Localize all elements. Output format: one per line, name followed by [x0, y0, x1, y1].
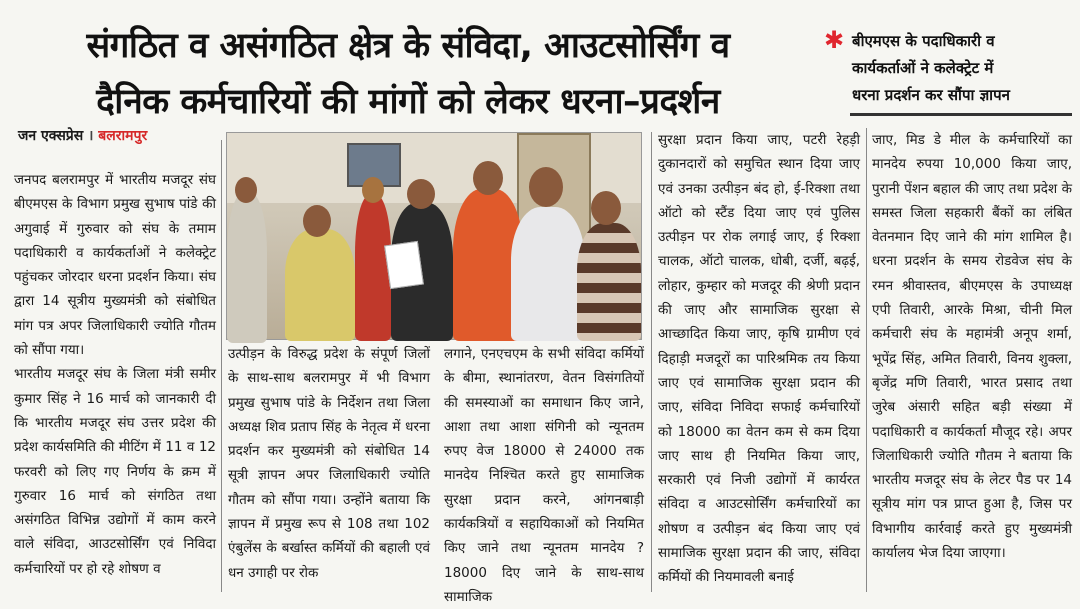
photo-head — [591, 191, 621, 225]
column-divider — [651, 132, 652, 592]
article-column-1 — [14, 168, 216, 592]
asterisk-icon: ✱ — [824, 26, 845, 54]
column-1-paragraph-2: भारतीय मजदूर संघ के जिला मंत्री समीर कुमार सिंह ने 16 मार्च को जानकारी दी कि भारतीय मजदूर संघ उत्तर प्रदेश की प्रदेश कार्यसमिति की मीटिंग में 11 व 12 फरवरी को लिए गए निर्णय के क्रम में गुरुवार 16 मार्च को संगठित तथा असंगठित विभिन्न उद्योगों में काम करने वाले संविदा, आउटसोर्सिंग एवं निविदा कर्मचारियों पर हो रहे शोषण व — [14, 366, 216, 577]
photo-person — [227, 193, 267, 343]
photo-person — [285, 229, 355, 341]
photo-head — [362, 177, 384, 203]
column-4-paragraph: सुरक्षा प्रदान किया जाए, पटरी रेहड़ी दुकानदारों को समुचित स्थान दिया जाए एवं उनका उत्पीड़न बंद हो, ई-रिक्शा तथा ऑटो को स्टैंड दिया जाए एवं पुलिस उत्पीड़न पर रोक लगाई जाए, ई रिक्शा चालक, ऑटो चालक, धोबी, दर्जी, बढ़ई, लोहार, कुम्हार को मजदूर की श्रेणी प्रदान की जाए और सामाजिक सुरक्षा से आच्छादित किया जाए, कृषि ग्रामीण एवं दिहाड़ी मजदूरों का पारिश्रमिक तय किया जाए एवं सामाजिक सुरक्षा प्रदान की जाए, संविदा निविदा सफाई कर्मचारियों को 18000 का वेतन कम से कम दिया जाए साथ ही नियमित किया जाए, सरकारी एवं निजी उद्योगों में कार्यरत संविदा व आउटसोर्सिंग कर्मचारियों का शोषण व उत्पीड़न बंद किया जाए एवं सामाजिक सुरक्षा प्रदान की जाए, संविदा कर्मियों की नियमावली बनाई — [658, 132, 860, 586]
byline — [18, 126, 147, 145]
headline — [8, 18, 808, 130]
byline-place: बलरामपुर — [98, 128, 148, 144]
photo-head — [235, 177, 257, 203]
column-divider — [866, 128, 867, 592]
side-summary-box — [818, 20, 1072, 116]
photo-person — [355, 195, 391, 341]
column-3-paragraph: लगाने, एनएचएम के सभी संविदा कर्मियों के बीमा, स्थानांतरण, वेतन विसंगतियों की समस्याओं का समाधान किए जाने, आशा तथा आशा संगिनी को न्यूनतम रुपए वेज 18000 से 24000 तक मानदेय निश्चित करते हुए सामाजिक सुरक्षा प्रदान करने, आंगनबाड़ी कार्यकत्रियों व सहायिकाओं को नियमित किए जाने तथा न्यूनतम मानदेय ?18000 दिए जाने के साथ-साथ सामाजिक — [444, 346, 644, 605]
photo-head — [473, 161, 503, 195]
news-photo — [226, 132, 642, 340]
side-summary-line-1: बीएमएस के पदाधिकारी व — [852, 32, 995, 50]
photo-memorandum — [384, 241, 424, 289]
article-column-4 — [658, 128, 860, 592]
column-1-paragraph-1: जनपद बलरामपुर में भारतीय मजदूर संघ बीएमएस के विभाग प्रमुख सुभाष पांडे की अगुवाई में गुरुवार को संघ के तमाम पदाधिकारी व कार्यकर्ताओं ने कलेक्ट्रेट पहुंचकर जोरदार धरना प्रदर्शन किया। संघ द्वारा 14 सूत्रीय मुख्यमंत्री को संबोधित मांग पत्र अपर जिलाधिकारी ज्योति गौतम को सौंपा गया। — [14, 172, 216, 359]
article-column-3 — [444, 342, 644, 605]
photo-head — [407, 179, 435, 209]
article-column-5 — [872, 128, 1072, 592]
side-summary-rule — [850, 113, 1072, 116]
article-column-2 — [228, 342, 430, 592]
column-5-paragraph: जाए, मिड डे मील के कर्मचारियों का मानदेय रुपया 10,000 किया जाए, पुरानी पेंशन बहाल की जाए तथा प्रदेश के समस्त जिला सहकारी बैंकों का लंबित वेतनमान दिए जाने की मांग शामिल है। धरना प्रदर्शन के समय रोडवेज संघ के रमन श्रीवास्तव, बीएमएस के उपाध्यक्ष एपी तिवारी, आरके मिश्रा, चीनी मिल कर्मचारी संघ के महामंत्री अनूप शर्मा, भूपेंद्र सिंह, अमित तिवारी, विनय शुक्ला, बृजेंद्र मणि तिवारी, भारत प्रसाद तथा जुरेब अंसारी सहित बड़ी संख्या में पदाधिकारी व कार्यकर्ता मौजूद रहे। अपर जिलाधिकारी ज्योति गौतम ने बताया कि भारतीय मजदूर संघ के लेटर पैड पर 14 सूत्रीय मांग पत्र प्राप्त हुआ है, जिस पर विभागीय कार्रवाई करते हुए मुख्यमंत्री कार्यालय भेज दिया जाएगा। — [872, 132, 1072, 562]
photo-head — [529, 167, 563, 207]
side-summary-text — [852, 28, 1070, 109]
byline-source: जन एक्सप्रेस — [18, 128, 84, 144]
photo-head — [303, 205, 331, 237]
side-summary-line-2: कार्यकर्ताओं ने कलेक्ट्रेट में — [852, 59, 994, 77]
column-2-paragraph: उत्पीड़न के विरुद्ध प्रदेश के संपूर्ण जिलों के साथ-साथ बलरामपुर में भी विभाग प्रमुख सुभाष पांडे के निर्देशन तथा जिला अध्यक्ष शिव प्रताप सिंह के नेतृत्व में धरना प्रदर्शन कर मुख्यमंत्री को संबोधित 14 सूत्री ज्ञापन अपर जिलाधिकारी ज्योति गौतम को सौंपा गया। उन्होंने बताया कि ज्ञापन में प्रमुख रूप से 108 तथा 102 एंबुलेंस के बर्खास्त कर्मियों की बहाली एवं धन उगाही पर रोक — [228, 346, 430, 581]
photo-person — [577, 223, 641, 341]
byline-separator: । — [88, 128, 94, 144]
side-summary-line-3: धरना प्रदर्शन कर सौंपा ज्ञापन — [852, 86, 1010, 104]
column-divider — [221, 140, 222, 592]
headline-line-2: दैनिक कर्मचारियों की मांगों को लेकर धरना–प्रदर्शन — [96, 82, 720, 122]
headline-line-1: संगठित व असंगठित क्षेत्र के संविदा, आउटसोर्सिंग व — [86, 26, 730, 66]
photo-person — [511, 207, 585, 341]
